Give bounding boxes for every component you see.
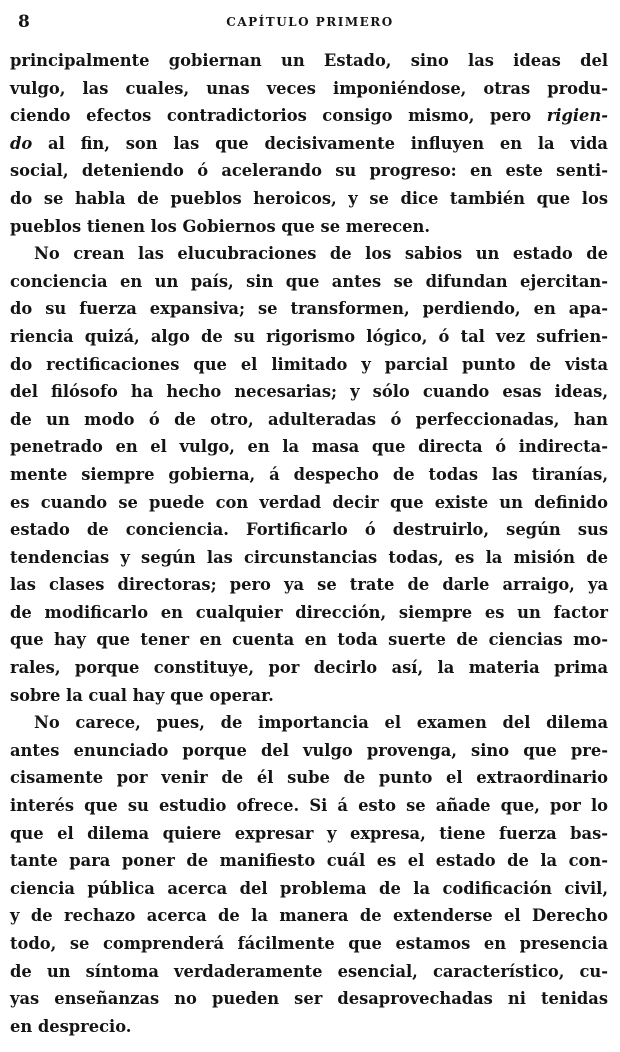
text-line: es cuando se puede con verdad decir que existe un definido bbox=[10, 492, 608, 512]
text-line: todo, se comprenderá fácilmente que estamos en presencia bbox=[10, 934, 608, 953]
paragraph bbox=[10, 47, 608, 240]
text-line: cisamente por venir de él sube de punto el extraordinario bbox=[10, 768, 608, 788]
text-line: sobre la cual hay que operar. bbox=[10, 685, 274, 705]
text-line: riencia quizá, algo de su rigorismo lógico, ó tal vez sufrien- bbox=[10, 326, 608, 346]
text-line: de modificarlo en cualquier dirección, siempre es un factor bbox=[10, 602, 608, 622]
text-line: No crean las elucubraciones de los sabios un estado de bbox=[34, 244, 608, 264]
text-line: ciencia pública acerca del problema de la codificación civil, bbox=[10, 878, 608, 898]
text-line: que el dilema quiere expresar y expresa, tiene fuerza bas- bbox=[10, 823, 608, 843]
text-line: do rectificaciones que el limitado y parcial punto de vista bbox=[10, 354, 608, 374]
text-line: yas enseñanzas no pueden ser desaprovechadas ni tenidas bbox=[10, 989, 608, 1009]
text-line: rales, porque constituye, por decirlo así, la materia prima bbox=[10, 658, 608, 678]
text-line: que hay que tener en cuenta en toda suerte de ciencias mo- bbox=[10, 630, 608, 650]
text-line: y de rechazo acerca de la manera de extenderse el Derecho bbox=[10, 906, 608, 926]
text-line: estado de conciencia. Fortificarlo ó destruirlo, según sus bbox=[10, 520, 608, 540]
chapter-title: CAPÍTULO PRIMERO bbox=[226, 15, 394, 29]
text-line: tendencias y según las circunstancias todas, es la misión de bbox=[10, 547, 608, 567]
text-line: social, deteniendo ó acelerando su progreso: en este senti- bbox=[10, 161, 608, 181]
text-line: do al fin, son las que decisivamente influyen en la vida bbox=[10, 133, 608, 153]
text-line: vulgo, las cuales, unas veces imponiéndose, otras produ- bbox=[10, 78, 608, 98]
text-line: las clases directoras; pero ya se trate de darle arraigo, ya bbox=[10, 575, 608, 595]
running-head bbox=[18, 12, 602, 34]
page-number: 8 bbox=[18, 12, 30, 32]
italic-word: rigien- bbox=[546, 106, 608, 126]
text-line: de un síntoma verdaderamente esencial, característico, cu- bbox=[10, 961, 608, 981]
text-line: mente siempre gobierna, á despecho de todas las tiranías, bbox=[10, 464, 608, 484]
text-line: en desprecio. bbox=[10, 1016, 132, 1036]
text-line: penetrado en el vulgo, en la masa que directa ó indirecta- bbox=[10, 437, 608, 457]
text-line: do su fuerza expansiva; se transformen, perdiendo, en apa- bbox=[10, 299, 608, 319]
text-line: de un modo ó de otro, adulteradas ó perfeccionadas, han bbox=[10, 409, 608, 429]
text-line: antes enunciado porque del vulgo provenga, sino que pre- bbox=[10, 740, 608, 760]
italic-word: do bbox=[10, 133, 33, 153]
text-line: No carece, pues, de importancia el examen del dilema bbox=[34, 713, 608, 733]
text-line: tante para poner de manifiesto cuál es el estado de la con- bbox=[10, 851, 608, 871]
text-line: pueblos tienen los Gobiernos que se merecen. bbox=[10, 216, 431, 236]
text-body bbox=[10, 47, 608, 1040]
text-line: interés que su estudio ofrece. Si á esto se añade que, por lo bbox=[10, 796, 608, 816]
text-line: conciencia en un país, sin que antes se difundan ejercitan- bbox=[10, 271, 608, 291]
text-line: del filósofo ha hecho necesarias; y sólo cuando esas ideas, bbox=[10, 382, 608, 402]
paragraph bbox=[10, 709, 608, 1040]
text-line: principalmente gobiernan un Estado, sino las ideas del bbox=[10, 51, 608, 70]
text-line: ciendo efectos contradictorios consigo mismo, pero rigien- bbox=[10, 106, 608, 126]
text-line: do se habla de pueblos heroicos, y se dice también que los bbox=[10, 188, 608, 208]
paragraph bbox=[10, 240, 608, 709]
